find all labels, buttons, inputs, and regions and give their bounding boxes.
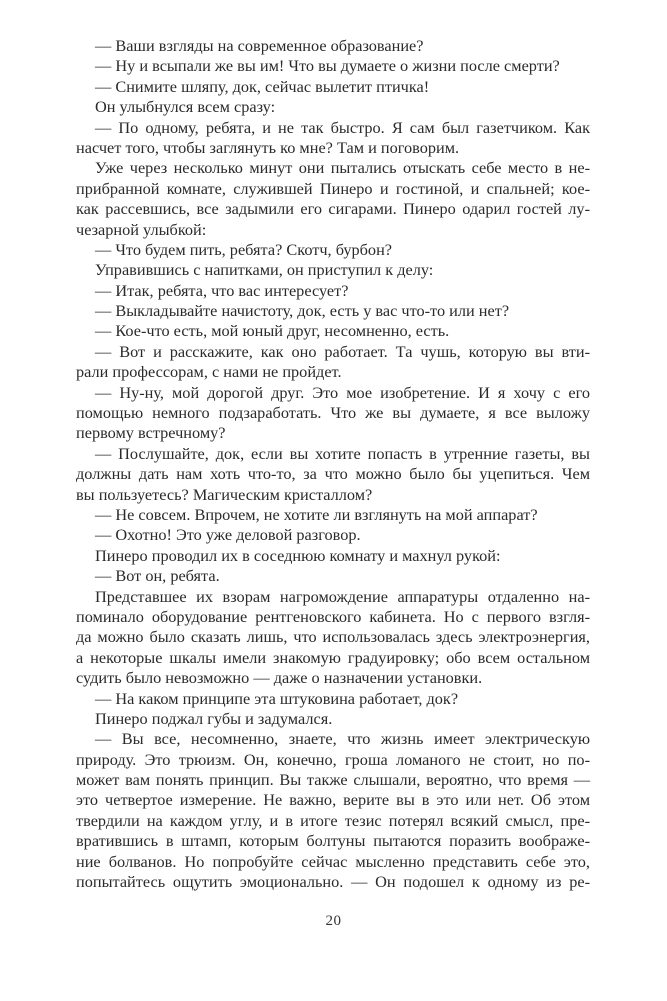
text-line: как рассевшись, все задымили его сигарами. Пинеро одарил гостей лу- (76, 199, 590, 219)
text-line: — Что будем пить, ребята? Скотч, бурбон? (95, 239, 393, 259)
text-line: рали профессорам, с нами не пройдет. (76, 362, 342, 382)
text-line: Пинеро проводил их в соседнюю комнату и махнул рукой: (95, 545, 501, 565)
page-number: 20 (325, 913, 342, 929)
text-line: природу. Это трюизм. Он, конечно, гроша ломаного не стоит, но по- (76, 749, 590, 769)
text-line: должны дать нам хоть что-то, за что можно было бы уцепиться. Чем (76, 464, 590, 484)
text-line: — Ну-ну, мой дорогой друг. Это мое изобретение. И я хочу с его (95, 382, 590, 402)
text-line: — Не совсем. Впрочем, не хотите ли взглянуть на мой аппарат? (95, 504, 538, 524)
text-line: поминало оборудование рентгеновского кабинета. Но с первого взгля- (76, 606, 590, 626)
text-line: — Ваши взгляды на современное образование? (95, 36, 424, 55)
text-line: а некоторые шкалы имели знакомую градуировку; обо всем остальном (76, 647, 590, 667)
text-line: — Выкладывайте начистоту, док, есть у вас что-то или нет? (95, 301, 510, 321)
text-line: может вам понять принцип. Вы также слышали, вероятно, что время — (76, 770, 590, 790)
text-line: помощью немного подзаработать. Что же вы думаете, я все выложу (76, 403, 590, 423)
text-line: Представшее их взорам нагромождение аппаратуры отдаленно на- (95, 586, 590, 606)
text-line: — Вот и расскажите, как оно работает. Та чушь, которую вы вти- (95, 341, 590, 361)
text-line: Управившись с напитками, он приступил к делу: (95, 260, 434, 280)
text-line: первому встречному? (76, 423, 226, 443)
text-line: ние болванов. Но попробуйте сейчас мысленно представить себе это, (76, 851, 590, 871)
text-line: прибранной комнате, служившей Пинеро и гостиной, и спальней; кое- (76, 178, 590, 198)
text-line: Уже через несколько минут они пытались отыскать себе место в не- (95, 158, 590, 178)
text-line: — Вы все, несомненно, знаете, что жизнь имеет электрическую (95, 729, 590, 749)
text-line: Он улыбнулся всем сразу: (95, 97, 276, 117)
text-line: — Охотно! Это уже деловой разговор. (95, 525, 361, 545)
text-line: вратившись в штамп, которым болтуны пытаются поразить воображе- (76, 831, 590, 851)
text-line: попытайтесь ощутить эмоционально. — Он подошел к одному из ре- (76, 872, 590, 892)
text-line: это четвертое измерение. Не важно, верите вы в это или нет. Об этом (76, 790, 590, 810)
text-line: — На каком принципе эта штуковина работает, док? (95, 688, 459, 708)
text-line: Пинеро поджал губы и задумался. (95, 708, 333, 728)
text-line: — Итак, ребята, что вас интересует? (95, 280, 349, 300)
text-line: насчет того, чтобы заглянуть ко мне? Там и поговорим. (76, 137, 460, 157)
text-line: вы пользуетесь? Магическим кристаллом? (76, 484, 373, 504)
text-line: — Ну и всыпали же вы им! Что вы думаете о жизни после смерти? (95, 56, 560, 76)
text-line: да можно было сказать лишь, что использовалась здесь электроэнергия, (76, 627, 590, 647)
text-line: судить было невозможно — даже о назначении установки. (76, 668, 483, 688)
text-line: — Послушайте, док, если вы хотите попасть в утренние газеты, вы (95, 443, 590, 463)
text-line: — Кое-что есть, мой юный друг, несомненно, есть. (95, 321, 450, 341)
text-line: — Снимите шляпу, док, сейчас вылетит птичка! (95, 76, 430, 96)
text-line: — По одному, ребята, и не так быстро. Я сам был газетчиком. Как (95, 117, 590, 137)
text-line: твердили на каждом углу, и в итоге тезис потерял всякий смысл, пре- (76, 810, 590, 830)
text-line: чезарной улыбкой: (76, 219, 207, 239)
page-body (76, 36, 590, 892)
text-line: — Вот он, ребята. (95, 566, 220, 586)
